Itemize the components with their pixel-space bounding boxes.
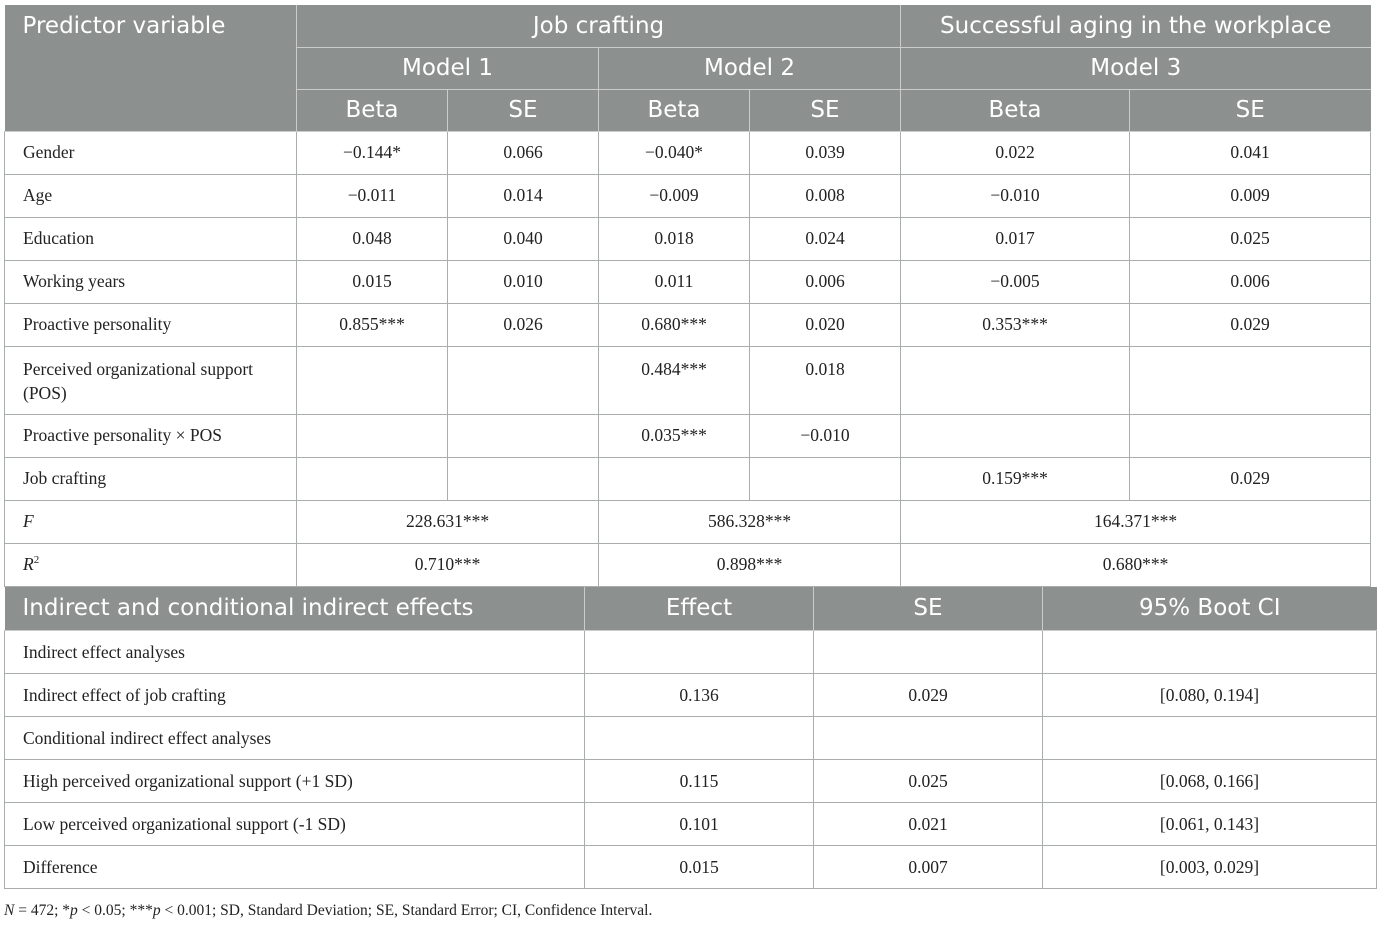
cell: 0.018: [599, 217, 750, 260]
cell: 0.035***: [599, 414, 750, 457]
row-label: Low perceived organizational support (-1 SD): [5, 803, 585, 846]
header-se: SE: [814, 587, 1043, 631]
regression-table: [4, 5, 1371, 587]
cell: −0.011: [297, 174, 448, 217]
cell: 0.680***: [901, 543, 1371, 586]
header-beta-3: Beta: [901, 89, 1130, 131]
cell: [1043, 717, 1377, 760]
row-label: Proactive personality: [5, 303, 297, 346]
cell: 0.010: [448, 260, 599, 303]
cell: 0.014: [448, 174, 599, 217]
cell: −0.005: [901, 260, 1130, 303]
cell: 0.040: [448, 217, 599, 260]
table-row: [5, 803, 1377, 846]
cell: [448, 457, 599, 500]
cell: 164.371***: [901, 500, 1371, 543]
cell: 0.015: [585, 846, 814, 889]
cell: [0.080, 0.194]: [1043, 674, 1377, 717]
table-row: [5, 217, 1371, 260]
cell: 0.029: [1130, 303, 1371, 346]
cell: [1130, 414, 1371, 457]
cell: [448, 346, 599, 414]
row-label: Gender: [5, 131, 297, 174]
cell: 0.029: [1130, 457, 1371, 500]
cell: 0.039: [750, 131, 901, 174]
table-row: [5, 346, 1371, 414]
footnote-p2: p: [152, 902, 161, 919]
results-tables: [4, 5, 1370, 889]
cell: 0.015: [297, 260, 448, 303]
cell: 0.066: [448, 131, 599, 174]
footnote-p1-rest: < 0.05; ***: [77, 902, 153, 919]
header-se-2: SE: [750, 89, 901, 131]
cell: 0.006: [750, 260, 901, 303]
header-successful-aging: Successful aging in the workplace: [901, 5, 1371, 47]
header-predictor: Predictor variable: [5, 5, 297, 131]
cell: [0.003, 0.029]: [1043, 846, 1377, 889]
cell: 0.008: [750, 174, 901, 217]
cell: [814, 631, 1043, 674]
header-beta-1: Beta: [297, 89, 448, 131]
footnote-p2-rest: < 0.001; SD, Standard Deviation; SE, Standard Error; CI, Confidence Interval.: [160, 902, 653, 919]
cell: [585, 717, 814, 760]
row-label: Conditional indirect effect analyses: [5, 717, 585, 760]
header-model-2: Model 2: [599, 47, 901, 89]
row-label: [5, 346, 297, 414]
table-row: [5, 631, 1377, 674]
row-label-line2: (POS): [23, 383, 67, 403]
table-row: [5, 174, 1371, 217]
row-label: Difference: [5, 846, 585, 889]
cell: 0.136: [585, 674, 814, 717]
row-label: Working years: [5, 260, 297, 303]
cell: 0.018: [750, 346, 901, 414]
cell: 0.020: [750, 303, 901, 346]
cell: [1130, 346, 1371, 414]
r-squared-row: [5, 543, 1371, 586]
header-se-1: SE: [448, 89, 599, 131]
row-label: Indirect effect analyses: [5, 631, 585, 674]
row-label: Job crafting: [5, 457, 297, 500]
cell: [297, 346, 448, 414]
cell: 0.025: [1130, 217, 1371, 260]
f-statistic-row: [5, 500, 1371, 543]
cell: 0.680***: [599, 303, 750, 346]
header-beta-2: Beta: [599, 89, 750, 131]
cell: −0.010: [750, 414, 901, 457]
cell: 0.041: [1130, 131, 1371, 174]
cell: 0.007: [814, 846, 1043, 889]
cell: −0.040*: [599, 131, 750, 174]
cell: 0.011: [599, 260, 750, 303]
cell: [297, 457, 448, 500]
header-boot-ci: 95% Boot CI: [1043, 587, 1377, 631]
table-row: [5, 457, 1371, 500]
cell: 586.328***: [599, 500, 901, 543]
cell: [814, 717, 1043, 760]
table-row: [5, 303, 1371, 346]
header-job-crafting: Job crafting: [297, 5, 901, 47]
table-row: [5, 414, 1371, 457]
cell: 0.024: [750, 217, 901, 260]
cell: 0.022: [901, 131, 1130, 174]
indirect-effects-table: [4, 587, 1377, 890]
row-label: [5, 543, 297, 586]
cell: 0.159***: [901, 457, 1130, 500]
cell: 0.484***: [599, 346, 750, 414]
cell: [0.068, 0.166]: [1043, 760, 1377, 803]
table-row: [5, 760, 1377, 803]
cell: 0.115: [585, 760, 814, 803]
cell: [901, 346, 1130, 414]
header-se-3: SE: [1130, 89, 1371, 131]
table-row: [5, 846, 1377, 889]
r-superscript: 2: [33, 554, 40, 567]
footnote-n: N: [4, 902, 15, 919]
table-row: [5, 674, 1377, 717]
cell: −0.010: [901, 174, 1130, 217]
cell: 0.710***: [297, 543, 599, 586]
cell: −0.009: [599, 174, 750, 217]
row-label: F: [5, 500, 297, 543]
cell: 0.855***: [297, 303, 448, 346]
r-symbol: R: [23, 554, 34, 574]
cell: [599, 457, 750, 500]
row-label: High perceived organizational support (+1 SD): [5, 760, 585, 803]
cell: 0.009: [1130, 174, 1371, 217]
cell: 0.353***: [901, 303, 1130, 346]
cell: [448, 414, 599, 457]
table-row: [5, 131, 1371, 174]
table-row: [5, 260, 1371, 303]
row-label: Education: [5, 217, 297, 260]
cell: [0.061, 0.143]: [1043, 803, 1377, 846]
cell: [901, 414, 1130, 457]
cell: [297, 414, 448, 457]
cell: 0.048: [297, 217, 448, 260]
header-effect: Effect: [585, 587, 814, 631]
cell: 0.898***: [599, 543, 901, 586]
cell: −0.144*: [297, 131, 448, 174]
footnote-n-rest: = 472; *: [14, 902, 71, 919]
cell: 0.006: [1130, 260, 1371, 303]
table-footnote: [4, 902, 652, 920]
cell: 0.026: [448, 303, 599, 346]
footnote-p1: p: [70, 902, 78, 919]
row-label-line1: Perceived organizational support: [23, 359, 254, 379]
header-model-3: Model 3: [901, 47, 1371, 89]
header-model-1: Model 1: [297, 47, 599, 89]
row-label: Proactive personality × POS: [5, 414, 297, 457]
row-label: Indirect effect of job crafting: [5, 674, 585, 717]
cell: [750, 457, 901, 500]
header-indirect-title: Indirect and conditional indirect effects: [5, 587, 585, 631]
cell: 0.021: [814, 803, 1043, 846]
cell: 0.101: [585, 803, 814, 846]
cell: 0.029: [814, 674, 1043, 717]
table-row: [5, 717, 1377, 760]
cell: [1043, 631, 1377, 674]
cell: [585, 631, 814, 674]
cell: 228.631***: [297, 500, 599, 543]
cell: 0.017: [901, 217, 1130, 260]
cell: 0.025: [814, 760, 1043, 803]
row-label: Age: [5, 174, 297, 217]
